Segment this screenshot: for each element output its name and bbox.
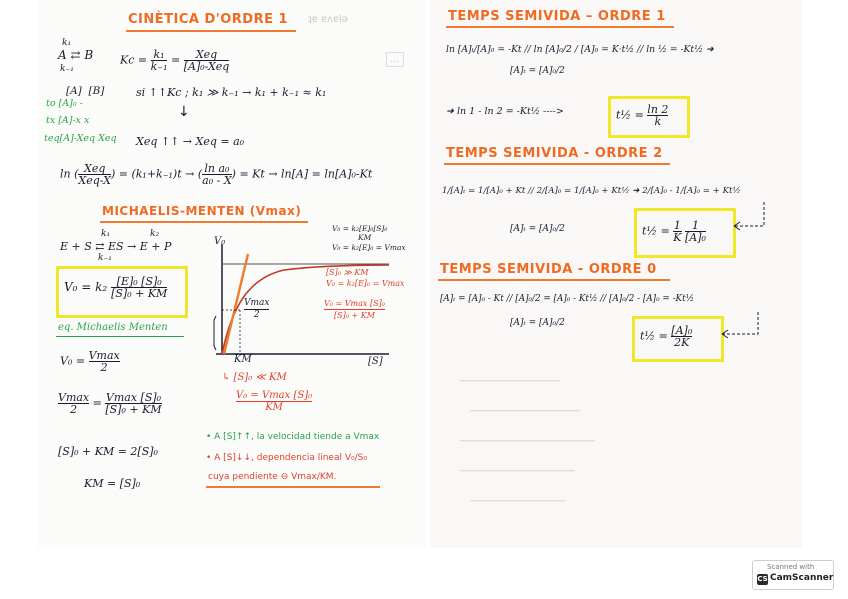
eq-mm-underline [56, 336, 184, 337]
low-s-condition: ↳ [S]₀ ≪ KM [222, 372, 287, 383]
ordre1-step: ➜ ln 1 - ln 2 = -Kt½ ----> [446, 106, 564, 117]
bullet-low-s: • A [S]↓↓, dependencia lineal V₀/S₀ [206, 453, 367, 463]
left-notebook-page [38, 0, 426, 548]
title-michaelis-menten: MICHAELIS-MENTEN (Vmax) [102, 204, 302, 218]
table-row-t0: to [A]₀ - [46, 98, 83, 109]
table-header: [A] [B] [66, 85, 105, 97]
note-km: KM [358, 233, 372, 242]
bleed-through-line: ‾‾‾‾‾‾‾‾‾‾‾‾‾‾‾‾‾‾‾‾ [460, 380, 560, 391]
note-v0-k2: V₀ = k₂[E]₀[S]₀ [332, 224, 388, 233]
note-v0-vmax: V₀ = k₂[E]₀ = Vmax [326, 279, 405, 288]
mm-k-1: k₋₁ [98, 253, 112, 263]
kc-fraction-k: $\frac{\text{k₁}}{\text{k₋₁}}$ [150, 48, 168, 73]
title-underline [126, 30, 296, 32]
mm-underline [100, 221, 308, 223]
note-vmax: V₀ = k₂[E]₀ = Vmax [332, 243, 406, 252]
bleed-through-line: ‾‾‾‾‾‾‾‾‾‾‾‾‾‾‾‾‾‾‾‾‾‾‾‾‾‾‾ [460, 440, 595, 451]
stamp-brand: CamScanner [770, 573, 834, 583]
mm-k1: k₁ [101, 229, 111, 239]
bleed-through-text: ʇɐ ɐʌɐlǝ [308, 14, 348, 25]
note-v0-full: $\frac{\text{V₀ = Vmax [S]₀}}{\text{[S]₀ + KM}}$ [324, 299, 385, 320]
si-condition: si ↑↑Kc ; k₁ ≫ k₋₁ → k₁ + k₋₁ ≈ k₁ [136, 86, 327, 99]
bullet-slope: cuya pendiente ⊖ Vmax/KM. [208, 472, 337, 482]
ordre2-result: t½ = $\frac{1}{K}$ $\frac{1}{\text{[A]₀}}$ [642, 219, 706, 244]
ordre2-derivation: 1/[A]ₜ = 1/[A]₀ + Kt // 2/[A]₀ = 1/[A]₀ + Kt½ ➜ 2/[A]₀ - 1/[A]₀ = + Kt½ [442, 186, 741, 196]
graph-s-label: [S] [368, 356, 383, 367]
title-ordre-1-underline [446, 26, 674, 28]
bleed-through-line: ‾‾‾‾‾‾‾‾‾‾‾‾‾‾‾‾‾‾‾‾‾‾ [470, 410, 580, 421]
bleed-through-line: ‾‾‾‾‾‾‾‾‾‾‾‾‾‾‾‾‾‾‾ [470, 500, 565, 511]
title-cinetica: CINÈTICA D'ORDRE 1 [128, 12, 289, 27]
note-s-gg-km: [S]₀ ≫ KM [326, 268, 369, 277]
ordre1-result: t½ = $\frac{\ln 2}{k}$ [616, 103, 669, 128]
right-notebook-page [430, 0, 802, 548]
ln-equation: ln ( $\frac{\text{Xeq}}{\text{Xeq-X}}$ ) = (k₁+k₋₁)t → ( $\frac{\text{ln a₀}}{\text{a₀ - X}}$ ) = Kt → ln[A] = ln[A]₀-Kt [60, 162, 373, 187]
bullet-high-s: • A [S]↑↑, la velocidad tiende a Vmax [206, 432, 380, 442]
title-ordre-2: TEMPS SEMIVIDA - ORDRE 2 [446, 146, 663, 161]
camscanner-watermark [752, 560, 834, 590]
graph-v0-label: V₀ [214, 236, 226, 247]
camscanner-logo-icon: CS [757, 575, 768, 583]
down-arrow-icon: ↓ [178, 104, 190, 120]
xeq-line: Xeq ↑↑ → Xeq = a₀ [136, 135, 245, 148]
bleed-through-line: ‾‾‾‾‾‾‾‾‾‾‾‾‾‾‾‾‾‾‾‾‾‾‾ [460, 470, 575, 481]
ordre2-arrow-icon [730, 200, 772, 234]
ordre1-substitution: [A]ₜ = [A]₀/2 [510, 66, 565, 76]
title-ordre-1: TEMPS SEMIVIDA – ORDRE 1 [448, 9, 666, 24]
ordre2-substitution: [A]ₜ = [A]₀/2 [510, 224, 565, 234]
table-row-teq: teq[A]-Xeq Xeq [44, 133, 117, 144]
bullet-slope-underline [206, 486, 380, 488]
ordre0-arrow-icon [718, 310, 764, 342]
ordre1-derivation: ln [A]ₜ/[A]₀ = -Kt // ln [A]₀/2 / [A]₀ = K·t½ // ln ½ = -Kt½ ➜ [446, 44, 714, 55]
v0-equation: V₀ = k₂ $\frac{\text{[E]₀ [S]₀}}{\text{[S]₀ + KM}}$ [64, 275, 168, 300]
v0-half-equation: V₀ = $\frac{Vmax}{2}$ [60, 349, 120, 374]
ordre0-result: t½ = $\frac{\text{[A]₀}}{2K}$ [640, 324, 693, 349]
title-ordre-0: TEMPS SEMIVIDA - ORDRE 0 [440, 262, 657, 277]
bleed-through-box: ... [386, 52, 404, 67]
ordre0-derivation: [A]ₜ = [A]₀ - Kt // [A]₀/2 = [A]₀ - Kt½ // [A]₀/2 - [A]₀ = -Kt½ [440, 294, 695, 304]
graph-km-label: KM [234, 354, 252, 365]
ordre0-substitution: [A]ₜ = [A]₀/2 [510, 318, 565, 328]
mm-k2: k₂ [150, 229, 160, 239]
kc-label: Kc = [120, 53, 151, 67]
vmax-half-equation: $\frac{Vmax}{2}$ = $\frac{\text{Vmax [S]₀}}{\text{[S]₀ + KM}}$ [58, 391, 162, 416]
title-ordre-0-underline [438, 279, 670, 281]
title-ordre-2-underline [444, 163, 670, 165]
s-km-equation: [S]₀ + KM = 2[S]₀ [58, 445, 158, 458]
k-1-label: k₋₁ [60, 64, 74, 74]
table-row-tx: tx [A]-x x [46, 115, 90, 126]
kc-expression: Kc = $\frac{\text{k₁}}{\text{k₋₁}}$ = $\frac{\text{Xeq}}{\text{[A]₀-Xeq}}$ [120, 48, 230, 73]
low-s-v0: $\frac{\text{V₀ = Vmax [S]₀}}{KM}$ [236, 390, 313, 413]
graph-vmax-half: $\frac{Vmax}{2}$ [244, 298, 270, 320]
kc-fraction-x: $\frac{\text{Xeq}}{\text{[A]₀-Xeq}}$ [183, 48, 230, 73]
mm-reaction: E + S ⇄ ES → E + P [60, 240, 172, 253]
km-equation: KM = [S]₀ [84, 477, 141, 490]
graph-bracket [214, 316, 216, 350]
k1-label: k₁ [62, 38, 72, 48]
eq-mm-label: eq. Michaelis Menten [58, 322, 168, 333]
reaction-a-b: A ⇄ B [58, 48, 94, 62]
stamp-scanned-with: Scanned with [767, 563, 815, 571]
